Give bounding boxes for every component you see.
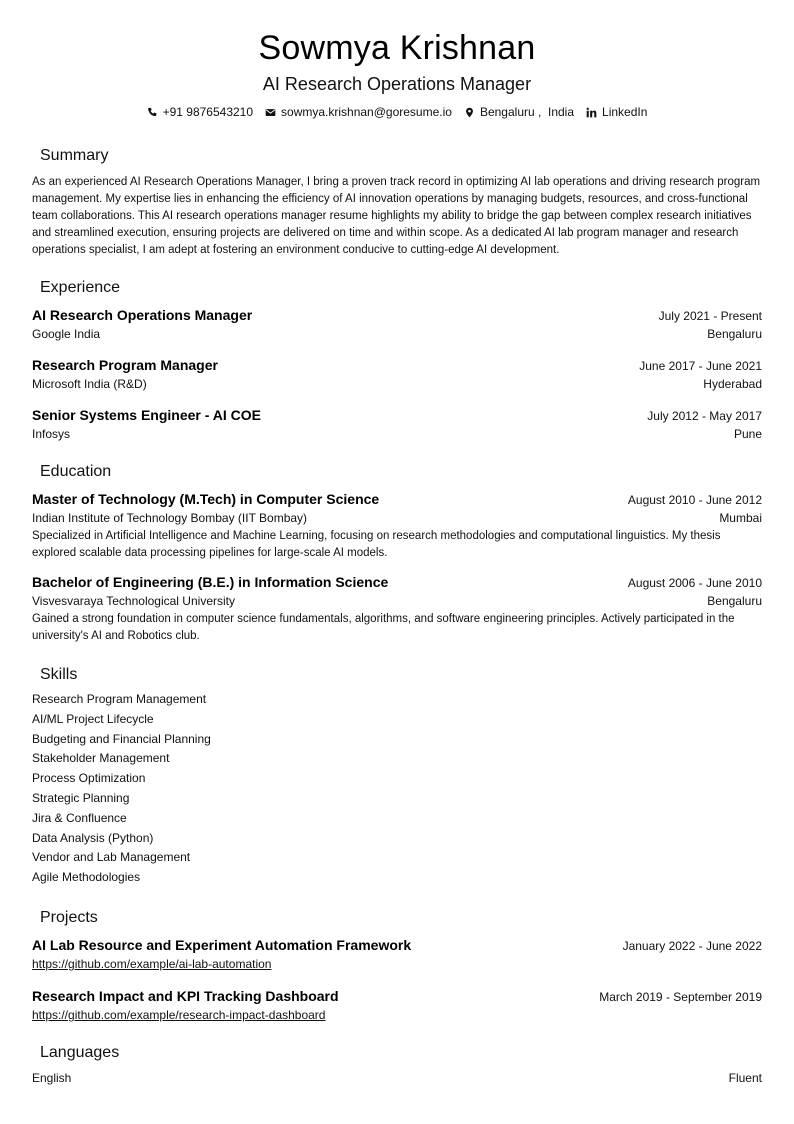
degree-title: Bachelor of Engineering (B.E.) in Information Science [32, 574, 389, 590]
project-title: AI Lab Resource and Experiment Automation Framework [32, 936, 412, 953]
job-company: Infosys [32, 427, 71, 441]
linkedin-link[interactable]: LinkedIn [602, 105, 648, 119]
projects-heading: Projects [40, 908, 98, 926]
skill-item: Vendor and Lab Management [32, 850, 191, 865]
skill-item: Research Program Management [32, 692, 207, 706]
job-location: Bengaluru [707, 327, 762, 341]
linkedin-icon [586, 107, 597, 118]
experience-heading: Experience [40, 279, 121, 296]
summary-text: As an experienced AI Research Operations Manager, I bring a proven track record in optimizing AI lab operations and driving research program management. My expertise lies in enhancing the efficiency of AI innovation operations by managing budgets, resources, and cross-functional team collaborations. This AI research operations manager resume highlights my ability to bridge the gap between complex research initiatives and streamlined execution, ensuring projects are delivered on time and within scope. As a dedicated AI lab program manager and research operations specialist, I am adept at fostering an environment conducive to cutting-edge AI development. [32, 176, 761, 256]
language-name: English [32, 1070, 72, 1085]
resume-header [32, 28, 762, 120]
languages-section [32, 1043, 762, 1087]
candidate-title: AI Research Operations Manager [262, 74, 532, 94]
job-dates: July 2012 - May 2017 [647, 409, 762, 423]
project-link[interactable]: https://github.com/example/research-impact-dashboard [32, 1007, 326, 1022]
contact-email[interactable] [265, 104, 452, 120]
degree-description: Gained a strong foundation in computer science fundamentals, algorithms, and software engineering principles. Actively participated in the university's AI and Robotics club. [32, 613, 735, 642]
skills-list [32, 690, 762, 888]
summary-section [32, 146, 762, 259]
project-item [32, 936, 762, 973]
degree-title: Master of Technology (M.Tech) in Computer Science [32, 491, 380, 507]
skill-item: AI/ML Project Lifecycle [32, 711, 154, 726]
skill-item: Jira & Confluence [32, 810, 127, 825]
phone-icon [147, 107, 158, 118]
skill-item: Budgeting and Financial Planning [32, 731, 211, 746]
skill-item: Stakeholder Management [32, 751, 170, 766]
email-icon [265, 107, 276, 118]
skills-heading: Skills [40, 666, 78, 683]
education-section [32, 462, 762, 645]
job-location: Pune [733, 427, 762, 441]
experience-item [32, 356, 762, 393]
job-title: Research Program Manager [32, 357, 218, 373]
languages-heading: Languages [40, 1043, 120, 1061]
job-location: Hyderabad [703, 377, 762, 391]
project-link[interactable]: https://github.com/example/ai-lab-automation [32, 956, 272, 971]
phone-number: +91 9876543210 [162, 105, 254, 119]
education-item [32, 573, 762, 645]
experience-item [32, 306, 762, 343]
job-company: Google India [32, 327, 101, 341]
contact-location [464, 104, 574, 120]
job-title: Senior Systems Engineer - AI COE [32, 407, 261, 423]
skill-item: Agile Methodologies [32, 870, 141, 885]
candidate-name: Sowmya Krishnan [258, 29, 536, 67]
project-item [32, 987, 762, 1024]
contact-linkedin[interactable] [586, 104, 647, 120]
experience-item [32, 406, 762, 443]
degree-dates: August 2010 - June 2012 [627, 493, 762, 507]
job-dates: July 2021 - Present [658, 309, 762, 323]
experience-section [32, 278, 762, 443]
language-item [32, 1069, 762, 1087]
institution-name: Visvesvaraya Technological University [32, 594, 235, 608]
skill-item: Strategic Planning [32, 790, 130, 805]
project-title: Research Impact and KPI Tracking Dashboard [32, 987, 339, 1004]
summary-heading: Summary [40, 147, 109, 164]
degree-description: Specialized in Artificial Intelligence and Machine Learning, focusing on research methodologies and computational linguistics. My thesis explored scalable data processing pipelines for large-scale AI models. [32, 530, 721, 559]
location-icon [464, 107, 475, 118]
skill-item: Data Analysis (Python) [32, 830, 154, 845]
institution-location: Bengaluru [707, 594, 762, 608]
job-dates: June 2017 - June 2021 [639, 359, 762, 373]
email-address[interactable]: sowmya.krishnan@goresume.io [281, 105, 452, 119]
contact-bar [32, 104, 762, 120]
contact-phone [147, 104, 253, 120]
job-company: Microsoft India (R&D) [32, 377, 147, 391]
education-item [32, 490, 762, 562]
skill-item: Process Optimization [32, 771, 146, 786]
skills-section [32, 665, 762, 888]
projects-section [32, 908, 762, 1024]
project-dates: March 2019 - September 2019 [599, 989, 762, 1004]
job-title: AI Research Operations Manager [32, 307, 253, 323]
language-level: Fluent [728, 1070, 762, 1085]
location-text: Bengaluru , India [479, 105, 575, 119]
project-dates: January 2022 - June 2022 [622, 938, 762, 953]
education-heading: Education [40, 463, 112, 480]
institution-location: Mumbai [719, 511, 762, 525]
institution-name: Indian Institute of Technology Bombay (IIT Bombay) [32, 511, 308, 525]
degree-dates: August 2006 - June 2010 [627, 576, 762, 590]
